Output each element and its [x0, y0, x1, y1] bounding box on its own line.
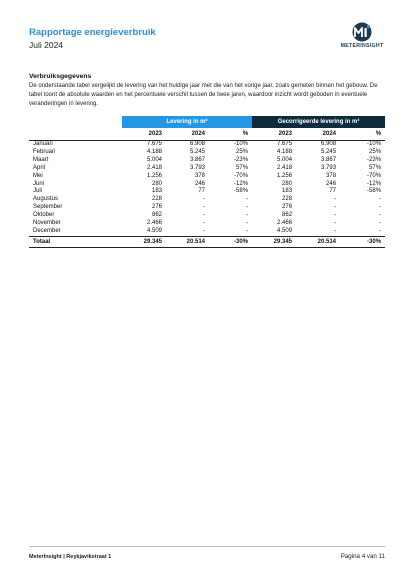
column-header: % — [209, 128, 252, 141]
group-header-levering: Levering in m³ — [122, 116, 252, 128]
value-cell: - — [246, 220, 249, 227]
logo-text: METERINSIGHT — [340, 43, 384, 49]
table-row — [29, 204, 385, 212]
value-cell: 862 — [282, 212, 293, 219]
value-cell: - — [334, 204, 337, 211]
table-row — [29, 141, 385, 149]
value-cell: 5.004 — [146, 156, 162, 163]
month-cell: Januari — [33, 141, 53, 147]
value-cell: 276 — [151, 204, 162, 211]
page-number: Pagina 4 van 11 — [340, 553, 385, 560]
table-row — [29, 165, 385, 173]
value-cell: 25% — [369, 148, 382, 155]
value-cell: - — [334, 220, 337, 227]
value-cell: 280 — [282, 180, 293, 187]
value-cell: 57% — [236, 164, 249, 171]
value-cell: - — [203, 220, 205, 227]
table-row — [29, 212, 385, 220]
value-cell: - — [379, 227, 382, 234]
month-cell: Mei — [33, 172, 43, 179]
value-cell: - — [203, 227, 205, 234]
logo-mark-icon — [350, 22, 374, 42]
value-cell: - — [334, 196, 337, 203]
value-cell: 2.418 — [277, 164, 293, 171]
value-cell: 2.418 — [146, 164, 162, 171]
value-cell: 3.793 — [321, 164, 337, 171]
value-cell: 25% — [236, 148, 249, 155]
value-cell: 378 — [326, 172, 337, 179]
month-cell: Juni — [33, 180, 45, 187]
value-cell: - — [379, 204, 382, 211]
table-row — [29, 188, 385, 196]
column-header: 2024 — [296, 128, 340, 141]
value-cell: -23% — [234, 156, 249, 163]
month-cell: Oktober — [33, 212, 55, 219]
footer-company: MeterInsight | Reykjavikstraat 1 — [29, 554, 112, 560]
value-cell: 1.256 — [146, 172, 162, 179]
value-cell: 3.867 — [189, 156, 205, 163]
value-cell: 246 — [194, 180, 205, 187]
value-cell: - — [379, 220, 382, 227]
table-row — [29, 149, 385, 157]
month-cell: April — [33, 164, 46, 171]
value-cell: - — [334, 212, 337, 219]
value-cell: -58% — [367, 188, 382, 195]
value-cell: -10% — [367, 141, 382, 147]
month-cell: September — [33, 204, 63, 211]
value-cell: -12% — [367, 180, 382, 187]
table-body — [29, 141, 385, 237]
month-cell: Augustus — [33, 196, 59, 203]
footer-divider — [29, 546, 385, 547]
value-cell: - — [203, 204, 205, 211]
section-intro: De onderstaande tabel vergelijkt de levering van het huidige jaar met die van het vorige jaar, zoals gemeten binnen het gebouw. De tabel toont de absolute waarden en het percentuele verschil tussen de twee jaren, waardoor inzicht wordt geboden in eventuele veranderingen in levering. — [29, 83, 378, 108]
total-cell: -30% — [209, 236, 252, 247]
month-cell: Maart — [33, 156, 49, 163]
value-cell: 183 — [151, 188, 162, 195]
value-cell: - — [246, 227, 249, 234]
value-cell: 57% — [369, 164, 382, 171]
month-cell: December — [33, 227, 61, 234]
value-cell: -12% — [234, 180, 249, 187]
section-title: Verbruiksgegevens — [29, 73, 92, 80]
table-row — [29, 181, 385, 189]
value-cell: - — [203, 196, 205, 203]
value-cell: 6.908 — [189, 141, 205, 147]
report-title: Rapportage energieverbruik — [29, 27, 156, 38]
value-cell: 228 — [282, 196, 293, 203]
value-cell: 3.867 — [321, 156, 337, 163]
value-cell: 77 — [329, 188, 337, 195]
table-row — [29, 228, 385, 236]
table-row — [29, 173, 385, 181]
value-cell: 77 — [198, 188, 205, 195]
value-cell: 5.245 — [189, 148, 205, 155]
value-cell: 4.509 — [146, 227, 162, 234]
total-cell: 20.514 — [296, 236, 340, 247]
value-cell: -58% — [234, 188, 249, 195]
total-cell: 29.345 — [252, 236, 296, 247]
month-cell: Februari — [33, 148, 56, 155]
value-cell: - — [379, 212, 382, 219]
value-cell: 2.466 — [146, 220, 162, 227]
value-cell: 5.245 — [321, 148, 337, 155]
value-cell: 378 — [194, 172, 205, 179]
column-header: % — [340, 128, 385, 141]
value-cell: 7.675 — [146, 141, 162, 147]
value-cell: - — [246, 204, 249, 211]
group-header-gecorrigeerd: Gecorrigeerde levering in m³ — [252, 116, 385, 128]
total-cell: 20.514 — [166, 236, 209, 247]
value-cell: 246 — [326, 180, 337, 187]
table-row — [29, 196, 385, 204]
value-cell: -70% — [367, 172, 382, 179]
report-period: Juli 2024 — [29, 40, 64, 50]
value-cell: - — [334, 227, 337, 234]
total-row — [29, 236, 385, 247]
value-cell: -70% — [234, 172, 249, 179]
value-cell: - — [379, 196, 382, 203]
value-cell: 183 — [282, 188, 293, 195]
table-row — [29, 157, 385, 165]
column-header: 2023 — [252, 128, 296, 141]
value-cell: 4.188 — [277, 148, 293, 155]
table-row — [29, 220, 385, 228]
value-cell: 862 — [151, 212, 162, 219]
value-cell: - — [246, 196, 249, 203]
value-cell: 2.466 — [277, 220, 293, 227]
value-cell: 5.004 — [277, 156, 293, 163]
value-cell: - — [203, 212, 205, 219]
value-cell: - — [246, 212, 249, 219]
value-cell: 4.509 — [277, 227, 293, 234]
value-cell: 4.188 — [146, 148, 162, 155]
value-cell: -10% — [234, 141, 249, 147]
month-cell: November — [33, 220, 61, 227]
month-cell: Juli — [33, 188, 43, 195]
value-cell: 7.675 — [277, 141, 293, 147]
column-header: 2024 — [166, 128, 209, 141]
meterinsight-logo — [339, 22, 385, 52]
value-cell: 3.793 — [189, 164, 205, 171]
value-cell: 1.256 — [277, 172, 293, 179]
value-cell: 280 — [151, 180, 162, 187]
value-cell: 228 — [151, 196, 162, 203]
value-cell: 276 — [282, 204, 293, 211]
header-corner — [29, 116, 122, 128]
value-cell: -23% — [367, 156, 382, 163]
column-header: 2023 — [122, 128, 166, 141]
value-cell: 6.908 — [321, 141, 337, 147]
column-header-month — [29, 128, 122, 141]
total-cell: -30% — [340, 236, 385, 247]
consumption-table — [29, 116, 385, 248]
total-label: Totaal — [29, 236, 122, 247]
total-cell: 29.345 — [122, 236, 166, 247]
